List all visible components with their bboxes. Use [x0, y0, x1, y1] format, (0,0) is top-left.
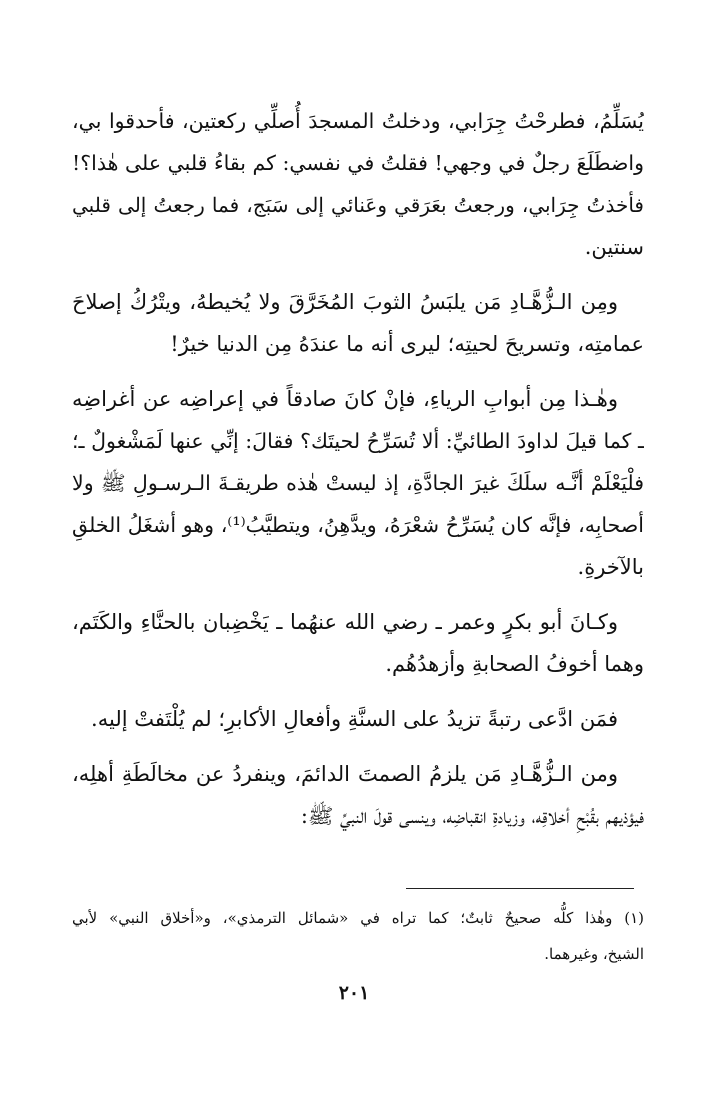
text-line: فمَن ادَّعى رتبةً تزيدُ على السنَّةِ وأفعالِ الأكابرِ؛ لم يُلْتَفتْ إليه.: [91, 707, 618, 731]
paragraph-1: [72, 100, 644, 268]
page-number: ٢٠١: [338, 982, 370, 1004]
footnote: [72, 900, 644, 972]
text-line: عمامتِه، وتسريحَ لحيتِه؛ ليرى أنه ما عندَهُ مِن الدنيا خيرٌ!: [170, 332, 644, 356]
paragraph-6: [72, 753, 644, 837]
text-line: فلْيَعْلَمْ أنَّـه سلَكَ غيرَ الجادَّةِ، إذ ليستْ هٰذه طريقـةَ الـرسـولِ ﷺ ولا: [72, 471, 644, 495]
text-line: وكـانَ أبو بكرٍ وعمر ـ رضي الله عنهُما ـ يَخْضِبان بالحنَّاءِ والكَتَم،: [72, 610, 618, 634]
footnote-divider: [406, 888, 634, 889]
page-body: [72, 100, 644, 850]
text-line: سنتين.: [584, 235, 644, 259]
text-line: وهما أخوفُ الصحابةِ وأزهدُهُم.: [385, 652, 644, 676]
footnote-line: (١) وهٰذا كلُّه صحيحٌ ثابتٌ؛ كما تراه في «شمائل الترمذي»، و«أخلاق النبي» لأبي: [72, 909, 644, 927]
paragraph-2: [72, 281, 644, 365]
text-line: ومِن الـزُّهَّـادِ مَن يلبَسُ الثوبَ المُخَرَّقَ ولا يُخيطهُ، ويتْرُكُ إصلاحَ: [72, 290, 618, 314]
text-line: بالآخرةِ.: [577, 555, 644, 579]
text-line: فيؤذيهم بقُبْحِ أخلاقِه، وزيادةِ انقباضِه، وينسى قولَ النبيِّ ﷺ:: [300, 804, 644, 828]
paragraph-3: [72, 378, 644, 588]
footnote-line: الشيخ، وغيرهما.: [544, 945, 644, 963]
paragraph-4: [72, 601, 644, 685]
text-line: واضطَلَعَ رجلٌ في وجهي! فقلتُ في نفسي: كم بقاءُ قلبي على هٰذا؟!: [72, 151, 644, 175]
text-line: ومن الـزُّهَّـادِ مَن يلزمُ الصمتَ الدائمَ، وينفردُ عن مخالَطَةِ أهلِه،: [72, 762, 618, 786]
text-line: ـ كما قيلَ لداودَ الطائيِّ: ألا تُسَرِّحُ لحيتَك؟ فقالَ: إنِّي عنها لَمَشْغولٌ ـ؛: [72, 429, 644, 453]
text-line: أصحابِه، فإنَّه كان يُسَرِّحُ شعْرَهُ، ويدَّهِنُ، ويتطيَّبُ⁽¹⁾، وهو أشغَلُ الخلقِ: [72, 513, 644, 537]
text-line: فأخذتُ جِرَابي، ورجعتُ بعَرَقي وعَنائي إلى سَبَج، فما رجعتُ إلى قلبي: [72, 193, 644, 217]
text-line: وهٰـذا مِن أبوابِ الرياءِ، فإنْ كانَ صادقاً في إعراضِه عن أغراضِه: [72, 387, 618, 411]
paragraph-5: [72, 698, 644, 740]
text-line: يُسَلِّمُ، فطرحْتُ جِرَابي، ودخلتُ المسجدَ أُصلِّي ركعتين، فأحدقوا بي،: [72, 109, 644, 133]
